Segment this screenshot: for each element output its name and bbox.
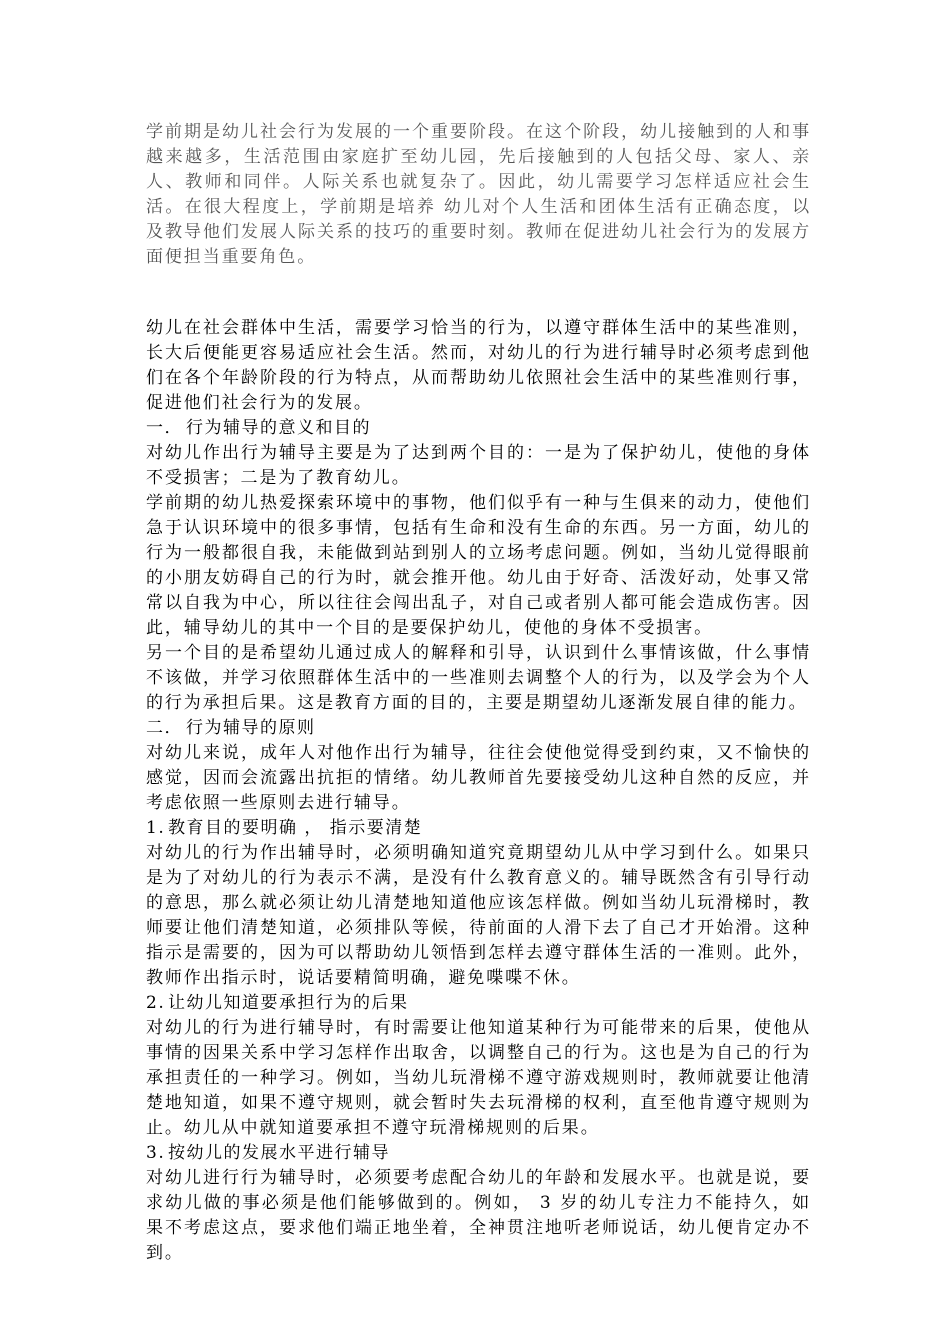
section-heading-1	[146, 416, 811, 441]
section-number: 二．	[146, 718, 183, 738]
body-paragraph: 对幼儿进行行为辅导时，必须要考虑配合幼儿的年龄和发展水平。也就是说，要求幼儿做的事必须是他们能够做到的。例如， 3 岁的幼儿专注力不能持久，如果不考虑这点，要求他们端正地坐着，全神贯注地听老师说话，幼儿便肯定办不到。	[146, 1168, 811, 1263]
principle-heading-3	[146, 1141, 811, 1166]
body-paragraph: 对幼儿来说，成年人对他作出行为辅导，往往会使他觉得受到约束，又不愉快的感觉，因而会流露出抗拒的情绪。幼儿教师首先要接受幼儿这种自然的反应，并考虑依照一些原则去进行辅导。	[146, 743, 811, 813]
section-title: 行为辅导的意义和目的	[186, 418, 371, 438]
principle-number: 2.	[146, 993, 166, 1013]
body-paragraph: 对幼儿作出行为辅导主要是为了达到两个目的：一是为了保护幼儿，使他的身体不受损害；二是为了教育幼儿。	[146, 443, 811, 488]
body-paragraph: 对幼儿的行为进行辅导时，有时需要让他知道某种行为可能带来的后果，使他从事情的因果关系中学习怎样作出取舍，以调整自己的行为。这也是为自己的行为承担责任的一种学习。例如，当幼儿玩滑梯不遵守游戏规则时，教师就要让他清楚地知道，如果不遵守规则，就会暂时失去玩滑梯的权利，直至他肯遵守规则为止。幼儿从中就知道要承担不遵守玩滑梯规则的后果。	[146, 1018, 811, 1138]
body-paragraph: 幼儿在社会群体中生活，需要学习恰当的行为，以遵守群体生活中的某些准则，长大后便能更容易适应社会生活。然而，对幼儿的行为进行辅导时必须考虑到他们在各个年龄阶段的行为特点，从而帮助幼儿依照社会生活中的某些准则行事，促进他们社会行为的发展。	[146, 318, 811, 413]
principle-number: 3.	[146, 1143, 166, 1163]
section-heading-2	[146, 716, 811, 741]
principle-heading-1	[146, 816, 811, 841]
section-title: 行为辅导的原则	[186, 718, 316, 738]
principle-title: 按幼儿的发展水平进行辅导	[168, 1143, 390, 1163]
principle-number: 1.	[146, 818, 166, 838]
principle-title: 教育目的要明确 ， 指示要清楚	[168, 818, 423, 838]
body-paragraph: 另一个目的是希望幼儿通过成人的解释和引导，认识到什么事情该做，什么事情不该做，并学习依照群体生活中的一些准则去调整个人的行为，以及学会为个人的行为承担后果。这是教育方面的目的，主要是期望幼儿逐渐发展自律的能力。	[146, 643, 811, 713]
body-paragraph: 学前期的幼儿热爱探索环境中的事物，他们似乎有一种与生俱来的动力，使他们急于认识环境中的很多事情，包括有生命和没有生命的东西。另一方面，幼儿的行为一般都很自我，未能做到站到别人的立场考虑问题。例如，当幼儿觉得眼前的小朋友妨碍自己的行为时，就会推开他。幼儿由于好奇、活泼好动，处事又常常以自我为中心，所以往往会闯出乱子，对自己或者别人都可能会造成伤害。因此，辅导幼儿的其中一个目的是要保护幼儿，使他的身体不受损害。	[146, 493, 811, 638]
document-page	[146, 120, 811, 1266]
body-paragraph: 对幼儿的行为作出辅导时，必须明确知道究竟期望幼儿从中学习到什么。如果只是为了对幼儿的行为表示不满，是没有什么教育意义的。辅导既然含有引导行动的意思，那么就必须让幼儿清楚地知道他应该怎样做。例如当幼儿玩滑梯时，教师要让他们清楚知道，必须排队等候，待前面的人滑下去了自己才开始滑。这种指示是需要的，因为可以帮助幼儿领悟到怎样去遵守群体生活的一准则。此外，教师作出指示时，说话要精简明确，避免喋喋不休。	[146, 843, 811, 988]
principle-title: 让幼儿知道要承担行为的后果	[168, 993, 409, 1013]
principle-heading-2	[146, 991, 811, 1016]
section-number: 一．	[146, 418, 183, 438]
paragraph-spacer	[146, 270, 811, 316]
intro-paragraph: 学前期是幼儿社会行为发展的一个重要阶段。在这个阶段，幼儿接触到的人和事越来越多，生活范围由家庭扩至幼儿园，先后接触到的人包括父母、家人、亲人、教师和同伴。人际关系也就复杂了。因此，幼儿需要学习怎样适应社会生活。在很大程度上，学前期是培养 幼儿对个人生活和团体生活有正确态度，以及教导他们发展人际关系的技巧的重要时刻。教师在促进幼儿社会行为的发展方面便担当重要角色。	[146, 122, 811, 267]
